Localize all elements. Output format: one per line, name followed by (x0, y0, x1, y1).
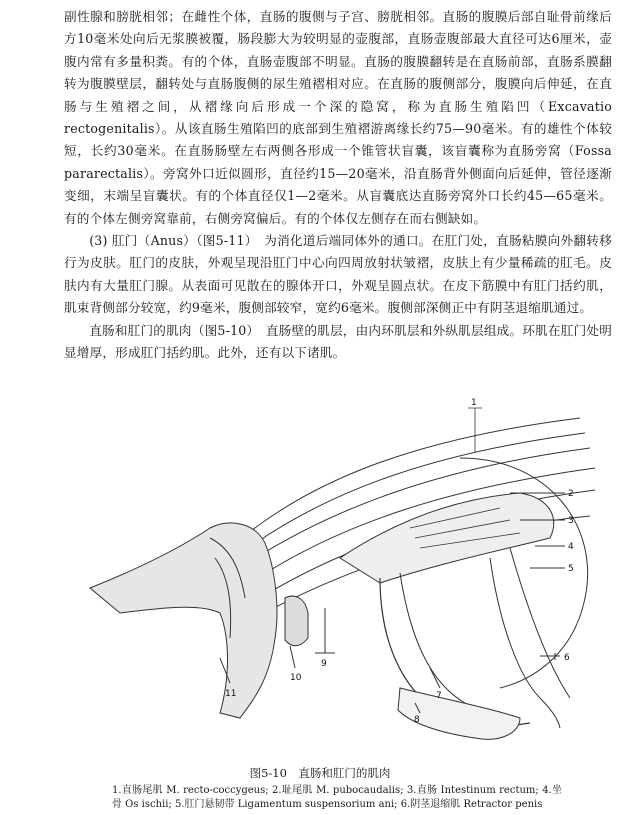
rectum-anus-muscle-illustration (80, 398, 620, 758)
figure-label-5: 5 (568, 564, 574, 574)
figure-label-9: 9 (321, 659, 327, 669)
figure-label-10: 10 (290, 673, 302, 683)
figure-caption-legend: 1.直肠尾肌 M. recto-coccygeus; 2.耻尾肌 M. pubocaudalis; 3.直肠 Intestinum rectum; 4.坐骨 Os ischii; 5.肛门悬韧带 Ligamentum suspensorium ani; 6.阴茎退缩肌 Retractor penis (112, 785, 562, 810)
figure-label-11: 11 (225, 689, 237, 699)
figure-label-7: 7 (436, 691, 442, 701)
anatomy-figure (80, 398, 620, 758)
figure-label-2: 2 (568, 489, 574, 499)
figure-label-6: 6 (564, 653, 570, 663)
figure-caption-title: 图5-10 直肠和肛门的肌肉 (249, 766, 391, 780)
paragraph-anus: (3) 肛门（Anus）（图5-11） 为消化道后端同体外的通口。在肛门处，直肠粘膜向外翻转移行为皮肤。肛门的皮肤，外观呈现沿肛门中心向四周放射状皱褶，皮肤上有少量稀疏的肛毛。皮肤内有大量肛门腺。从表面可见散在的腺体开口，外观呈圆点状。在皮下筋膜中有肛门括约肌，肌束背侧部分较宽，约9毫米，腹侧部较窄，宽约6毫米。腹侧部深侧正中有阴茎退缩肌通过。 (64, 233, 612, 316)
figure-label-4: 4 (568, 542, 574, 552)
body-text (64, 6, 612, 365)
paragraph-muscles: 直肠和肛门的肌肉（图5-10） 直肠壁的肌层，由内环肌层和外纵肌层组成。环肌在肛门处明显增厚，形成肛门括约肌。此外，还有以下诸肌。 (64, 322, 612, 361)
figure-label-1: 1 (471, 398, 477, 408)
paragraph-rectum-peritoneum: 副性腺和膀胱相邻；在雌性个体，直肠的腹侧与子宫、膀胱相邻。直肠的腹膜后部自耻骨前缘后方10毫米处向后无浆膜被覆，肠段膨大为较明显的壶腹部，直肠壶腹部最大直径可达6厘米，壶腹内常有多量积粪。有的个体，直肠壶腹部不明显。直肠的腹膜翻转是在直肠前部，直肠系膜翻转为腹膜壁层，翻转处与直肠腹侧的尿生殖褶相对应。在直肠的腹侧部分，腹膜向后伸延，在直肠与生殖褶之间，从褶缘向后形成一个深的隐窝，称为直肠生殖陷凹（Excavatio rectogenitalis）。从该直肠生殖陷凹的底部到生殖褶游离缘长约75—90毫米。有的雄性个体较短，长约30毫米。在直肠肠壁左右两侧各形成一个锥管状盲囊，该盲囊称为直肠旁窝（Fossa pararectalis）。旁窝外口近似圆形，直径约15—20毫米，沿直肠背外侧面向后延伸，管径逐渐变细，末端呈盲囊状。有的个体直径仅1—2毫米。从盲囊底达直肠旁窝外口长约45—65毫米。有的个体左侧旁窝靠前，右侧旁窝偏后。有的个体仅左侧存在而右侧缺如。 (64, 9, 613, 226)
figure-label-8: 8 (414, 715, 420, 725)
figure-label-3: 3 (568, 516, 574, 526)
